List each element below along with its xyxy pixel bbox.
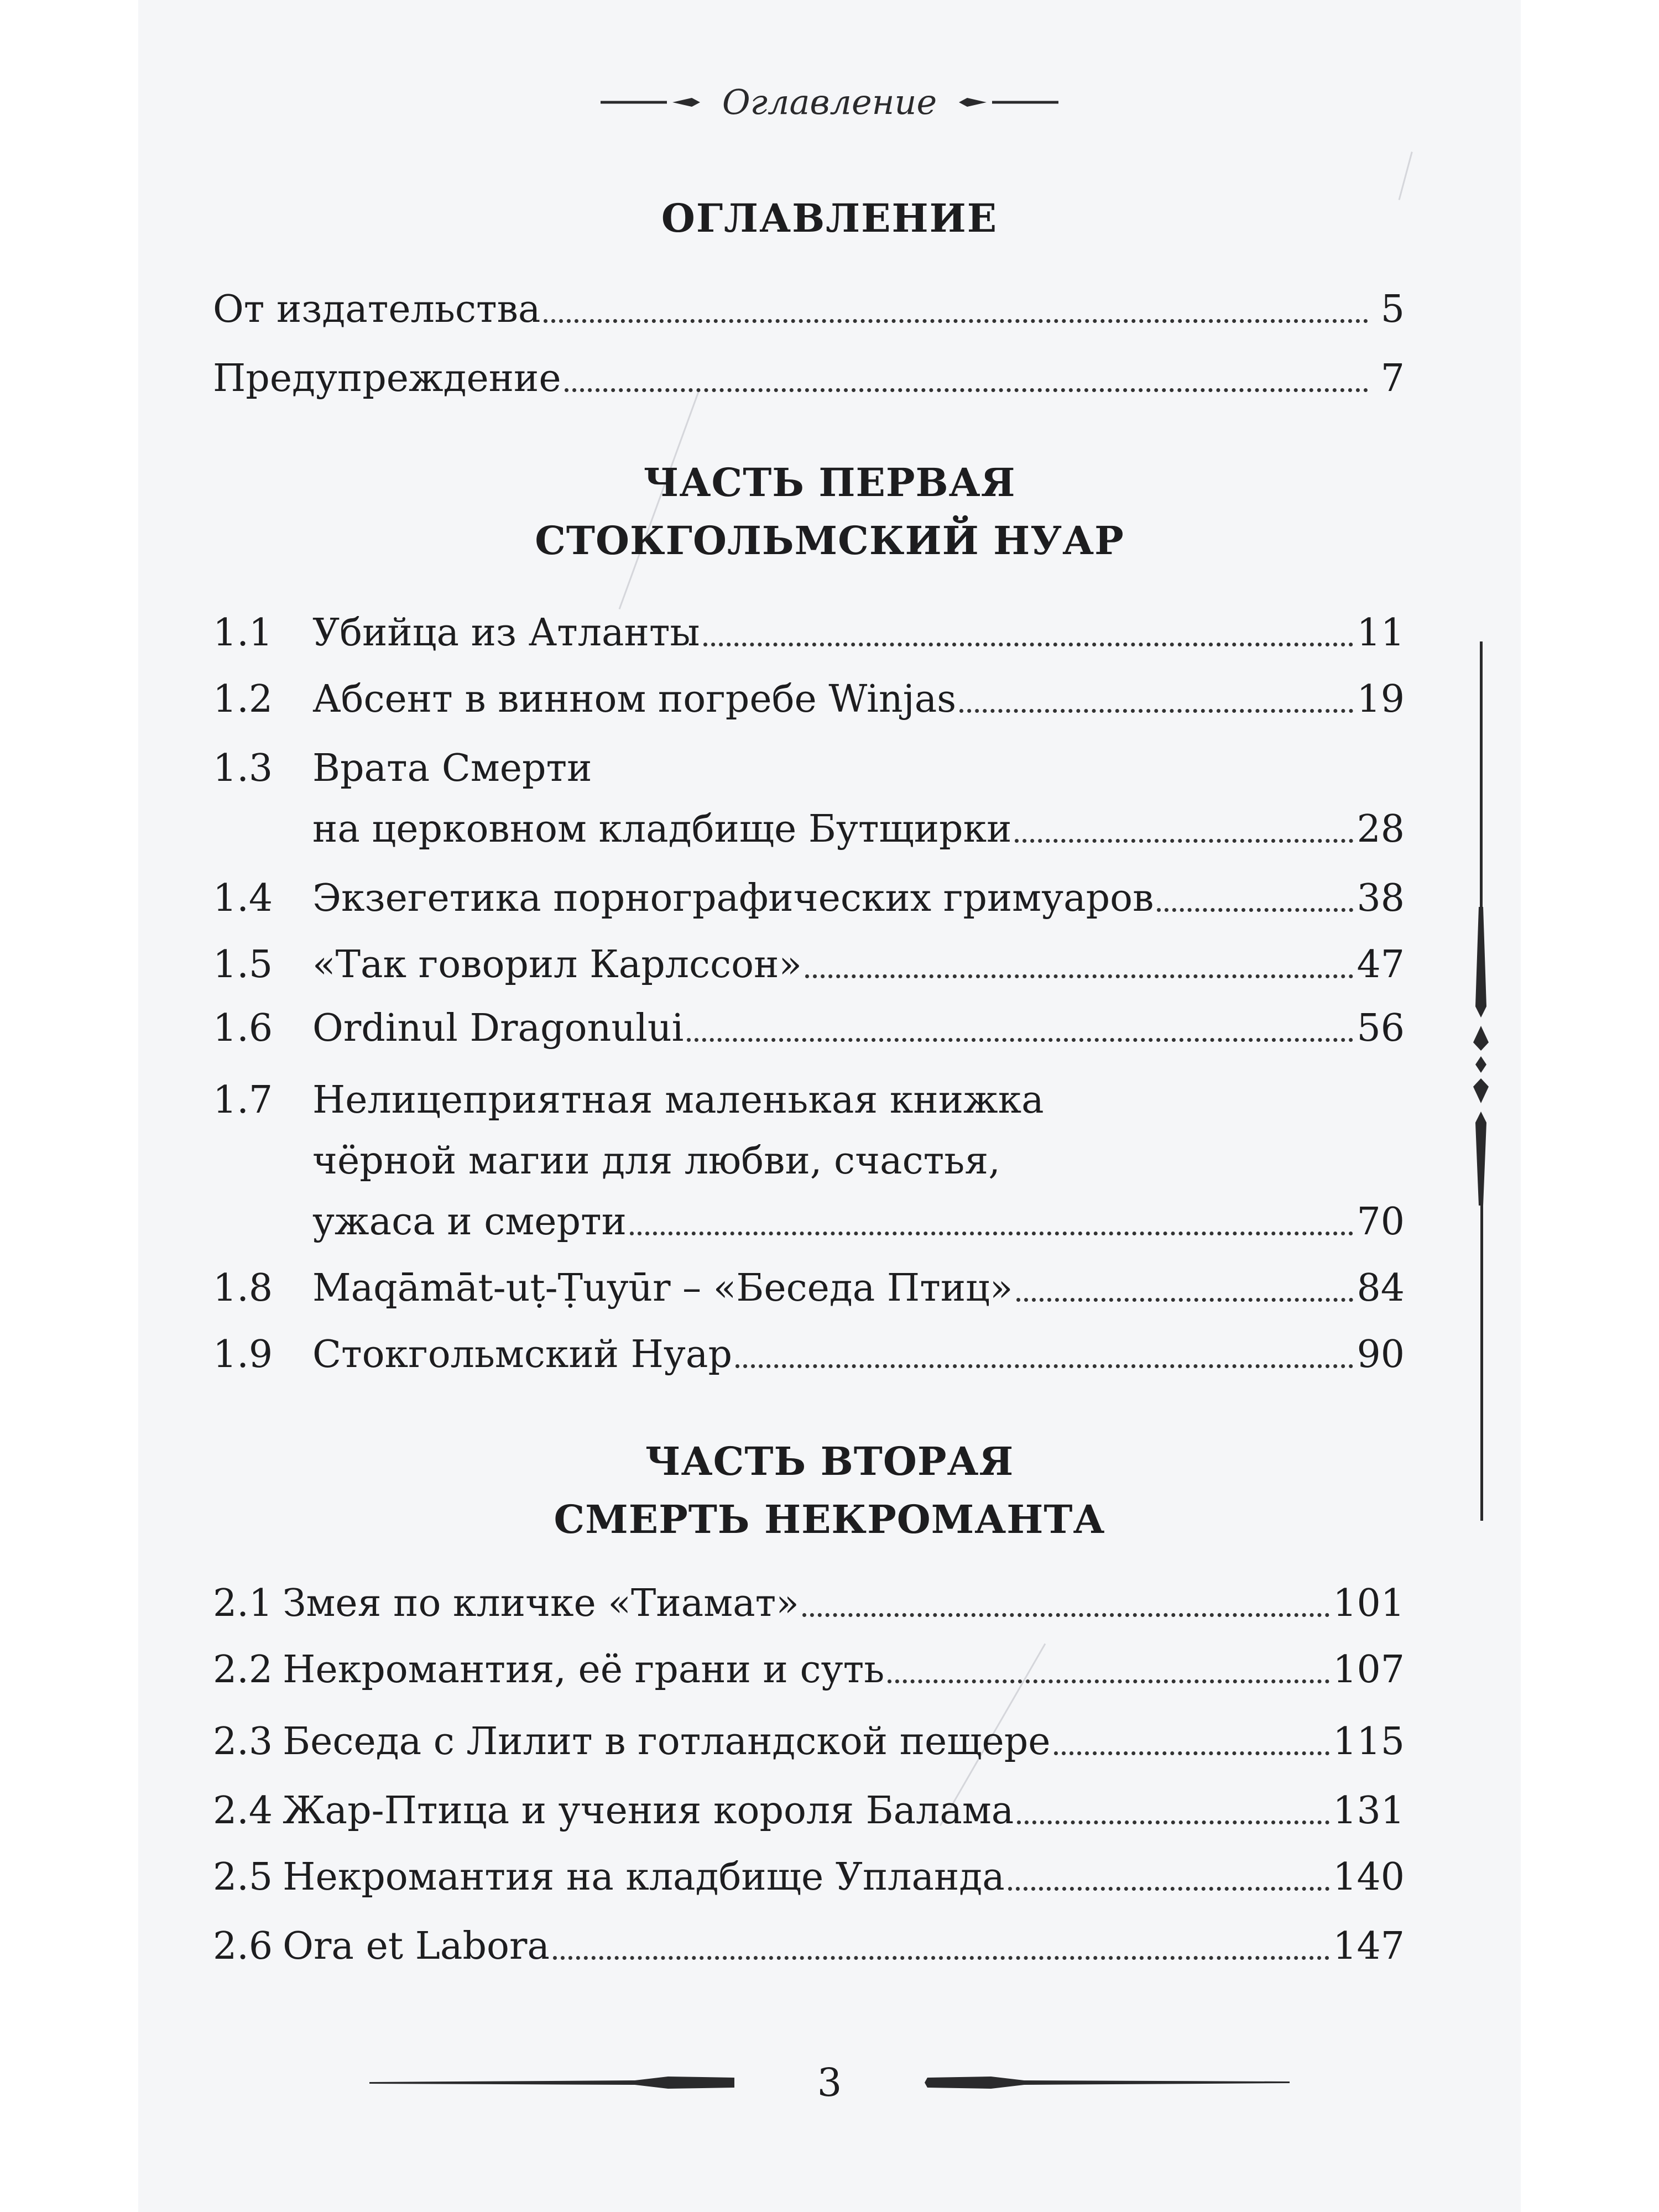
dot-leader <box>553 1952 1329 1960</box>
toc-entry-label-continued: ужаса и смерти <box>312 1200 627 1244</box>
toc-entry-label: Некромантия на кладбище Упланда <box>283 1855 1005 1899</box>
toc-page-number: 101 <box>1333 1582 1405 1625</box>
chapter-number: 1.8 <box>213 1266 273 1310</box>
toc-page-number: 140 <box>1333 1855 1405 1899</box>
toc-entry-label: Стокгольмский Нуар <box>312 1333 732 1376</box>
header-ornament-right-icon <box>959 97 1058 108</box>
chapter-number: 1.1 <box>213 611 273 655</box>
chapter-number: 1.7 <box>213 1078 273 1122</box>
toc-entry-1-2[interactable] <box>213 669 1405 730</box>
part2-heading-line1: ЧАСТЬ ВТОРАЯ <box>645 1438 1014 1484</box>
dot-leader <box>1015 834 1353 843</box>
toc-page-number: 107 <box>1333 1648 1405 1692</box>
chapter-number: 1.4 <box>213 877 273 920</box>
dot-leader <box>1157 904 1353 912</box>
toc-entry-1-9[interactable] <box>213 1324 1405 1385</box>
toc-page-number: 70 <box>1357 1200 1405 1244</box>
toc-page-number: 131 <box>1333 1789 1405 1833</box>
toc-entry-1-4[interactable] <box>213 868 1405 929</box>
toc-entry-label: Врата Смерти <box>312 747 592 790</box>
dot-leader <box>959 705 1353 713</box>
dot-leader <box>565 384 1368 392</box>
toc-page-number: 38 <box>1357 877 1405 920</box>
dot-leader <box>1017 1816 1329 1824</box>
toc-entry-label: Экзегетика порнографических гримуаров <box>312 877 1154 920</box>
toc-entry-front-1[interactable] <box>213 279 1405 340</box>
chapter-number: 1.3 <box>213 747 273 790</box>
toc-page-number: 7 <box>1380 357 1405 400</box>
toc-page-number: 115 <box>1333 1720 1405 1764</box>
dot-leader <box>802 1609 1329 1617</box>
toc-entry-label-continued: чёрной магии для любви, счастья, <box>312 1139 1000 1183</box>
chapter-number: 2.2 <box>213 1648 273 1692</box>
page-footer <box>0 2052 1659 2110</box>
chapter-number: 2.4 <box>213 1789 273 1833</box>
footer-ornament-left-icon <box>369 2075 734 2090</box>
toc-entry-label: Жар-Птица и учения короля Балама <box>283 1789 1014 1833</box>
chapter-number: 1.6 <box>213 1006 273 1050</box>
toc-entry-label: Беседа с Лилит в готландской пещере <box>283 1720 1051 1764</box>
toc-entry-2-2[interactable] <box>213 1640 1405 1700</box>
toc-entry-label: Некромантия, её грани и суть <box>283 1648 885 1692</box>
dot-leader <box>703 638 1354 646</box>
dot-leader <box>735 1360 1353 1368</box>
toc-entry-1-6[interactable] <box>213 998 1405 1059</box>
dot-leader <box>1016 1293 1354 1302</box>
toc-page-number: 56 <box>1357 1006 1405 1050</box>
toc-entry-1-5[interactable] <box>213 935 1405 995</box>
toc-entry-2-5[interactable] <box>213 1847 1405 1908</box>
toc-page-number: 11 <box>1357 611 1405 655</box>
toc-page-number: 19 <box>1357 677 1405 721</box>
part2-heading-line2: СМЕРТЬ НЕКРОМАНТА <box>554 1496 1105 1542</box>
toc-entry-label: Змея по кличке «Тиамат» <box>283 1582 799 1625</box>
running-header <box>0 77 1659 124</box>
toc-page-number: 28 <box>1357 807 1405 851</box>
dot-leader <box>805 970 1353 978</box>
chapter-number: 2.6 <box>213 1924 273 1968</box>
header-ornament-left-icon <box>601 97 700 108</box>
toc-page-number: 90 <box>1357 1333 1405 1376</box>
chapter-number: 2.1 <box>213 1582 273 1625</box>
toc-entry-label: Предупреждение <box>213 357 561 400</box>
part1-heading-line1: ЧАСТЬ ПЕРВАЯ <box>643 460 1016 505</box>
toc-entry-2-4[interactable] <box>213 1781 1405 1841</box>
toc-entry-label: От издательства <box>213 288 541 331</box>
toc-entry-label: Ordinul Dragonului <box>312 1006 684 1050</box>
toc-entry-1-7[interactable] <box>213 1070 1405 1131</box>
chapter-number: 1.9 <box>213 1333 273 1376</box>
dot-leader <box>888 1675 1329 1683</box>
dot-leader <box>1054 1747 1330 1755</box>
toc-entry-2-3[interactable] <box>213 1712 1405 1772</box>
chapter-number: 2.5 <box>213 1855 273 1899</box>
chapter-number: 1.5 <box>213 943 273 987</box>
toc-page-number: 84 <box>1357 1266 1405 1310</box>
dot-leader <box>687 1034 1353 1042</box>
vertical-ornament-icon <box>1472 641 1490 1521</box>
toc-entry-2-6[interactable] <box>213 1916 1405 1977</box>
toc-entry-1-8[interactable] <box>213 1258 1405 1319</box>
dot-leader <box>544 315 1368 323</box>
footer-ornament-right-icon <box>925 2075 1290 2090</box>
toc-entry-label-continued: на церковном кладбище Бутщирки <box>312 807 1012 851</box>
toc-entry-2-1[interactable] <box>213 1573 1405 1634</box>
toc-entry-1-7-cont[interactable] <box>312 1131 1405 1192</box>
toc-entry-label: Ora et Labora <box>283 1924 550 1968</box>
toc-entry-front-2[interactable] <box>213 348 1405 409</box>
toc-page-number: 5 <box>1380 288 1405 331</box>
chapter-number: 1.2 <box>213 677 273 721</box>
toc-page-number: 47 <box>1357 943 1405 987</box>
toc-entry-1-7-cont2[interactable] <box>312 1192 1405 1253</box>
toc-entry-label: Maqāmāt-uṭ-Ṭuyūr – «Беседа Птиц» <box>312 1266 1013 1310</box>
toc-entry-label: «Так говорил Карлссон» <box>312 943 802 987</box>
toc-page-number: 147 <box>1333 1924 1405 1968</box>
running-header-text: Оглавление <box>722 81 937 122</box>
chapter-number: 2.3 <box>213 1720 273 1764</box>
toc-entry-1-3-cont[interactable] <box>312 799 1405 860</box>
toc-entry-label: Убийца из Атланты <box>312 611 700 655</box>
page-number: 3 <box>817 2060 842 2105</box>
toc-entry-label: Абсент в винном погребе Winjas <box>312 677 957 721</box>
page-title: ОГЛАВЛЕНИЕ <box>661 195 998 241</box>
toc-entry-1-1[interactable] <box>213 603 1405 664</box>
part1-heading-line2: СТОКГОЛЬМСКИЙ НУАР <box>535 518 1124 564</box>
toc-entry-1-3[interactable] <box>213 738 1405 799</box>
toc-entry-label: Нелицеприятная маленькая книжка <box>312 1078 1044 1122</box>
dot-leader <box>1008 1882 1329 1891</box>
dot-leader <box>630 1227 1353 1235</box>
